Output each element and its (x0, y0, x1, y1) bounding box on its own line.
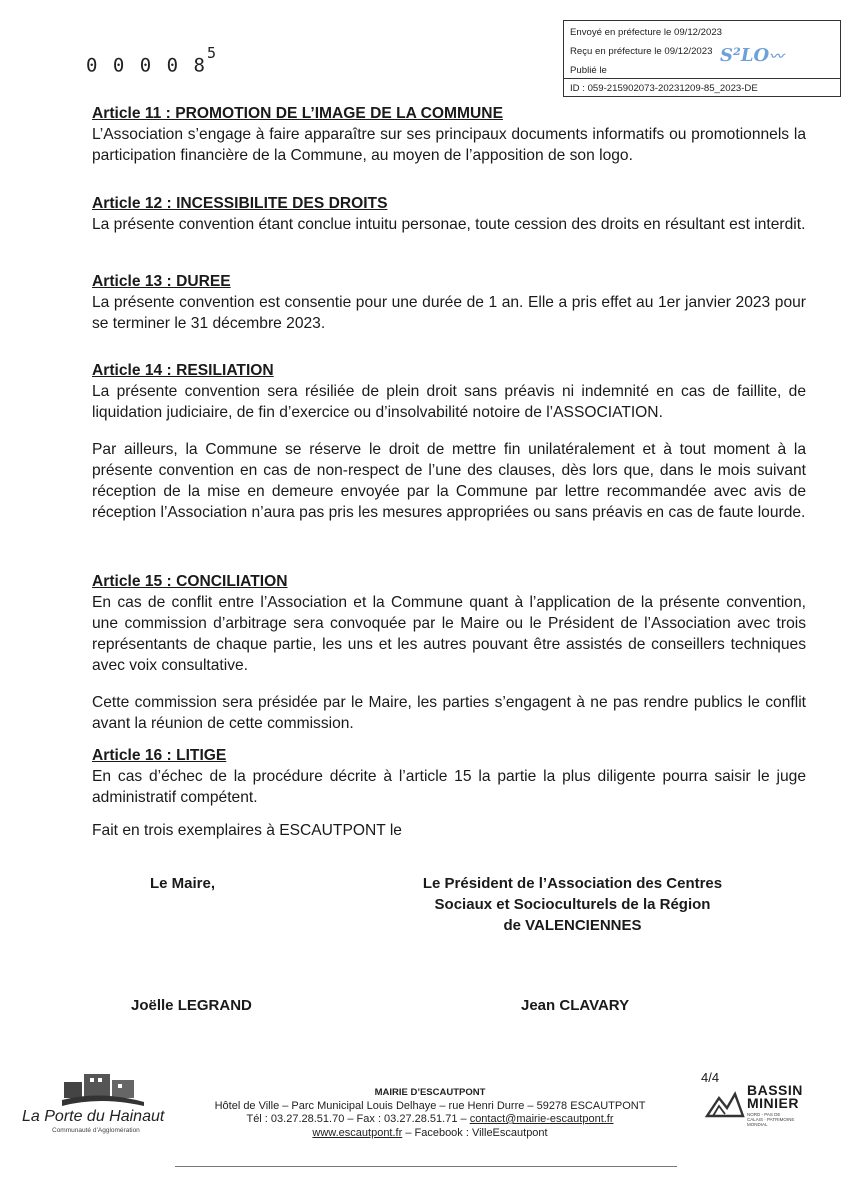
president-name: Jean CLAVARY (521, 997, 630, 1014)
s2low-logo: S²LO〰 (720, 45, 784, 66)
sent-date: Envoyé en préfecture le 09/12/2023 (570, 27, 723, 38)
footer-title: MAIRIE D’ESCAUTPONT (374, 1087, 486, 1098)
article-13 (92, 271, 806, 334)
article-12 (92, 193, 806, 235)
footer-web-line: www.escautpont.fr – Facebook : VilleEscautpont (312, 1126, 548, 1139)
closing-line: Fait en trois exemplaires à ESCAUTPONT le (92, 822, 402, 839)
article-paragraph: La présente convention étant conclue intuitu personae, toute cession des droits en résultant est interdit. (92, 216, 806, 233)
article-paragraph: En cas de conflit entre l’Association et la Commune quant à l’application de la présente convention, une commission d’arbitrage sera convoquée par le Maire ou le Président de l’Association avec trois représentants de chaque partie, les uns et les autres pouvant être assistés de conseillers techniques avec voix consultative. (92, 594, 806, 674)
mountain-icon (705, 1088, 745, 1120)
footer-divider (175, 1166, 677, 1167)
article-heading: Article 14 : RESILIATION (92, 362, 274, 379)
article-11 (92, 103, 806, 166)
building-icon (60, 1068, 150, 1110)
page-number: 4/4 (701, 1070, 720, 1085)
porte-du-hainaut-logo: La Porte du Hainaut Communauté d’Agglomération (22, 1068, 172, 1138)
article-heading: Article 16 : LITIGE (92, 747, 227, 764)
article-paragraph: En cas d’échec de la procédure décrite à l’article 15 la partie la plus diligente pourra saisir le juge administratif compétent. (92, 768, 806, 806)
published-label: Publié le (570, 65, 607, 76)
article-paragraph: Par ailleurs, la Commune se réserve le droit de mettre fin unilatéralement et à tout moment à la présente convention en cas de non-respect de l’une des clauses, dès lors que, dans le mois suivant réception de la mise en demeure envoyée par la Commune par lettre recommandée avec avis de réception l’Association n’aura pas pris les mesures appropriées ou sans préavis en cas de faute lourde. (92, 441, 806, 521)
received-date: Reçu en préfecture le 09/12/2023 (570, 46, 713, 57)
article-14 (92, 360, 806, 523)
article-heading: Article 13 : DUREE (92, 273, 231, 290)
article-16 (92, 745, 806, 808)
mayor-name: Joëlle LEGRAND (131, 997, 252, 1014)
article-15 (92, 571, 806, 734)
prefecture-stamp-box (563, 20, 841, 97)
document-number: 0 0 0 0 $8^5$ (86, 44, 218, 77)
article-paragraph: La présente convention est consentie pour une durée de 1 an. Elle a pris effet au 1er janvier 2023 pour se terminer le 31 décembre 2023. (92, 294, 806, 332)
footer-phone-line: Tél : 03.27.28.51.70 – Fax : 03.27.28.51.71 – contact@mairie-escautpont.fr (246, 1113, 614, 1125)
footer-email-link[interactable]: contact@mairie-escautpont.fr (469, 1113, 614, 1125)
article-heading: Article 11 : PROMOTION DE L’IMAGE DE LA COMMUNE (92, 105, 503, 122)
footer-address: Hôtel de Ville – Parc Municipal Louis Delhaye – rue Henri Durre – 59278 ESCAUTPONT (214, 1099, 646, 1112)
act-id: ID : 059-215902073-20231209-85_2023-DE (564, 78, 840, 98)
bassin-minier-logo: BASSIN MINIER NORD - PAS DE CALAIS · PATRIMOINE MONDIAL (705, 1084, 815, 1134)
article-heading: Article 12 : INCESSIBILITE DES DROITS (92, 195, 388, 212)
footer-website-link[interactable]: www.escautpont.fr (312, 1126, 403, 1139)
article-paragraph: La présente convention sera résiliée de plein droit sans préavis ni indemnité en cas de faillite, de liquidation judiciaire, de fin d’exercice ou d’insolvabilité notoire de l’ASSOCIATION. (92, 383, 806, 421)
article-paragraph: Cette commission sera présidée par le Maire, les parties s’engagent à ne pas rendre publics le conflit avant la réunion de cette commission. (92, 694, 806, 732)
footer-contact (170, 1086, 690, 1140)
article-heading: Article 15 : CONCILIATION (92, 573, 288, 590)
article-paragraph: L’Association s’engage à faire apparaître sur ses principaux documents informatifs ou promotionnels la participation financière de la Commune, au moyen de l’apposition de son logo. (92, 126, 806, 164)
mayor-title: Le Maire, (150, 875, 216, 892)
president-title: Le Président de l’Association des Centres Sociaux et Socioculturels de la Région de VALENCIENNES (422, 875, 723, 934)
